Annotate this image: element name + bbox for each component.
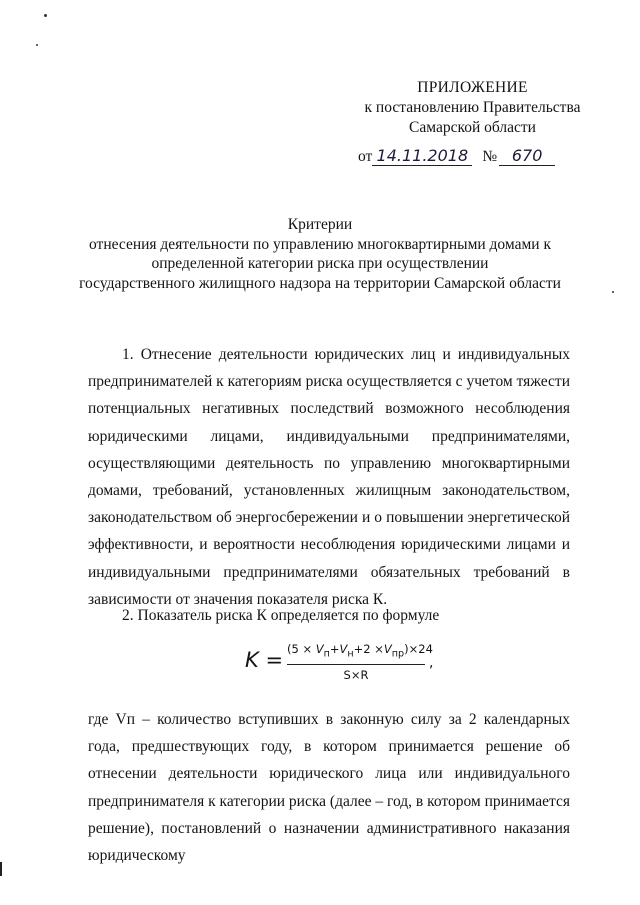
paragraph-1: 1. Отнесение деятельности юридических лиц и индивидуальных предпринимателей к категориям риска осуществляется с учетом тяжести потенциальных негативных последствий возможного несоблюдения юридическими лицами, индивидуальными предпринимателями, осуществляющими деятельность по управлению многоквартирными домами, требований, установленных жилищным законодательством, законодательством об энергосбережении и о повышении энергетической эффективности, и вероятности несоблюдения юридическими лицами и индивидуальными предпринимателями обязательных требований в зависимости от значения показателя риска К. xyxy=(88,346,570,608)
formula-lhs: K = xyxy=(245,648,284,672)
handwritten-number: 670 xyxy=(499,147,555,166)
appendix-header xyxy=(340,78,605,138)
title-line: отнесения деятельности по управлению многоквартирными домами к xyxy=(89,235,551,253)
reference-line xyxy=(358,146,555,168)
scan-speck xyxy=(612,291,614,293)
paragraph-3: где Vп – количество вступивших в законную силу за 2 календарных года, предшествующих году, в котором принимается решение об отнесении деятельности юридического лица или индивидуального предпринимателя к категории риска (далее – год, в котором принимается решение), постановлений о назначении административного наказания юридическому xyxy=(88,711,570,865)
appendix-line: Самарской области xyxy=(409,119,536,136)
title-line: определенной категории риска при осуществлении xyxy=(151,255,489,272)
formula-numerator: $(5 \times V_п+V_н+2 \times V_{пр})\times 24$ xyxy=(287,642,433,660)
handwritten-date: 14.11.2018 xyxy=(372,147,472,166)
scan-speck xyxy=(36,44,38,46)
scan-speck xyxy=(44,14,47,17)
number-sign: № xyxy=(482,148,498,165)
scan-edge-mark xyxy=(0,862,2,876)
title-line: Критерии xyxy=(287,216,353,233)
paragraph-2: 2. Показатель риска К определяется по формуле xyxy=(122,607,440,624)
document-title xyxy=(60,215,580,293)
title-line: государственного жилищного надзора на территории Самарской области xyxy=(79,274,561,292)
formula-comma: , xyxy=(429,655,434,671)
formula-denominator: S×R xyxy=(343,668,369,683)
formula-fraction xyxy=(287,641,433,683)
risk-formula xyxy=(245,641,445,681)
from-label: от xyxy=(358,148,373,165)
appendix-line: к постановлению Правительства xyxy=(364,99,581,116)
appendix-heading: ПРИЛОЖЕНИЕ xyxy=(417,79,528,96)
fraction-bar xyxy=(287,664,425,665)
